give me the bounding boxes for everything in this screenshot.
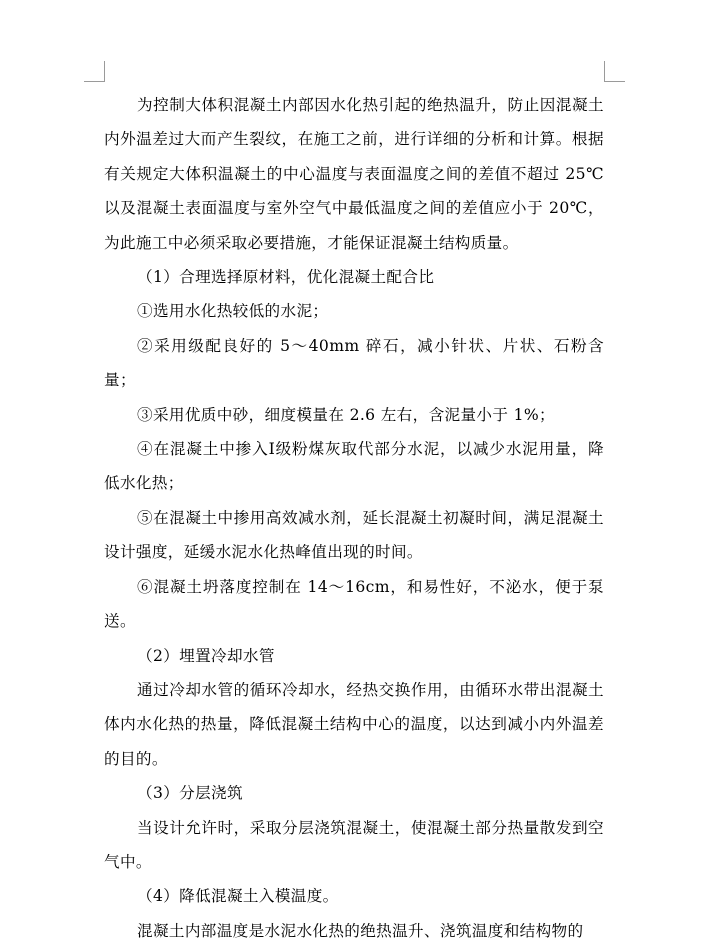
section-heading-layered-pouring: （3）分层浇筑 (137, 784, 243, 803)
list-item-fly-ash: ④在混凝土中掺入Ⅰ级粉煤灰取代部分水泥，以减少水泥用量，降低水化热； (104, 440, 604, 493)
section-heading-materials: （1）合理选择原材料，优化混凝土配合比 (137, 268, 435, 287)
intro-paragraph: 为控制大体积混凝土内部因水化热引起的绝热温升，防止因混凝土内外温差过大而产生裂纹，在施工之前，进行详细的分析和计算。根据有关规定大体积温凝土的中心温度与表面温度之间的差值不超过 25℃以及混凝土表面温度与室外空气中最低温度之间的差值应小于 20℃，为此施工中必须采取必要措施，才能保证混凝土结构质量。 (104, 96, 604, 252)
crop-mark-top-left (84, 61, 105, 82)
list-item-sand: ③采用优质中砂，细度模量在 2.6 左右，含泥量小于 1%； (137, 405, 555, 424)
section-heading-cooling-pipes: （2）埋置冷却水管 (137, 646, 275, 665)
list-item-slump: ⑥混凝土坍落度控制在 14～16cm，和易性好，不泌水，便于泵送。 (104, 577, 604, 631)
layered-pouring-paragraph: 当设计允许时，采取分层浇筑混凝土，使混凝土部分热量散发到空气中。 (104, 818, 604, 871)
section-heading-pour-temperature: （4）降低混凝土入模温度。 (137, 887, 339, 906)
list-item-cement: ①选用水化热较低的水泥； (137, 302, 329, 321)
pour-temperature-paragraph: 混凝土内部温度是水泥水化热的绝热温升、浇筑温度和结构物的 (137, 921, 584, 940)
list-item-water-reducer: ⑤在混凝土中掺用高效减水剂，延长混凝土初凝时间，满足混凝土设计强度，延缓水泥水化热峰值出现的时间。 (104, 508, 604, 562)
list-item-gravel: ②采用级配良好的 5～40mm 碎石，减小针状、片状、石粉含量； (104, 336, 604, 390)
crop-mark-top-right (604, 61, 625, 82)
document-body (104, 88, 604, 948)
cooling-pipes-paragraph: 通过冷却水管的循环冷却水，经热交换作用，由循环水带出混凝土体内水化热的热量，降低混凝土结构中心的温度，以达到减小内外温差的目的。 (104, 680, 604, 768)
